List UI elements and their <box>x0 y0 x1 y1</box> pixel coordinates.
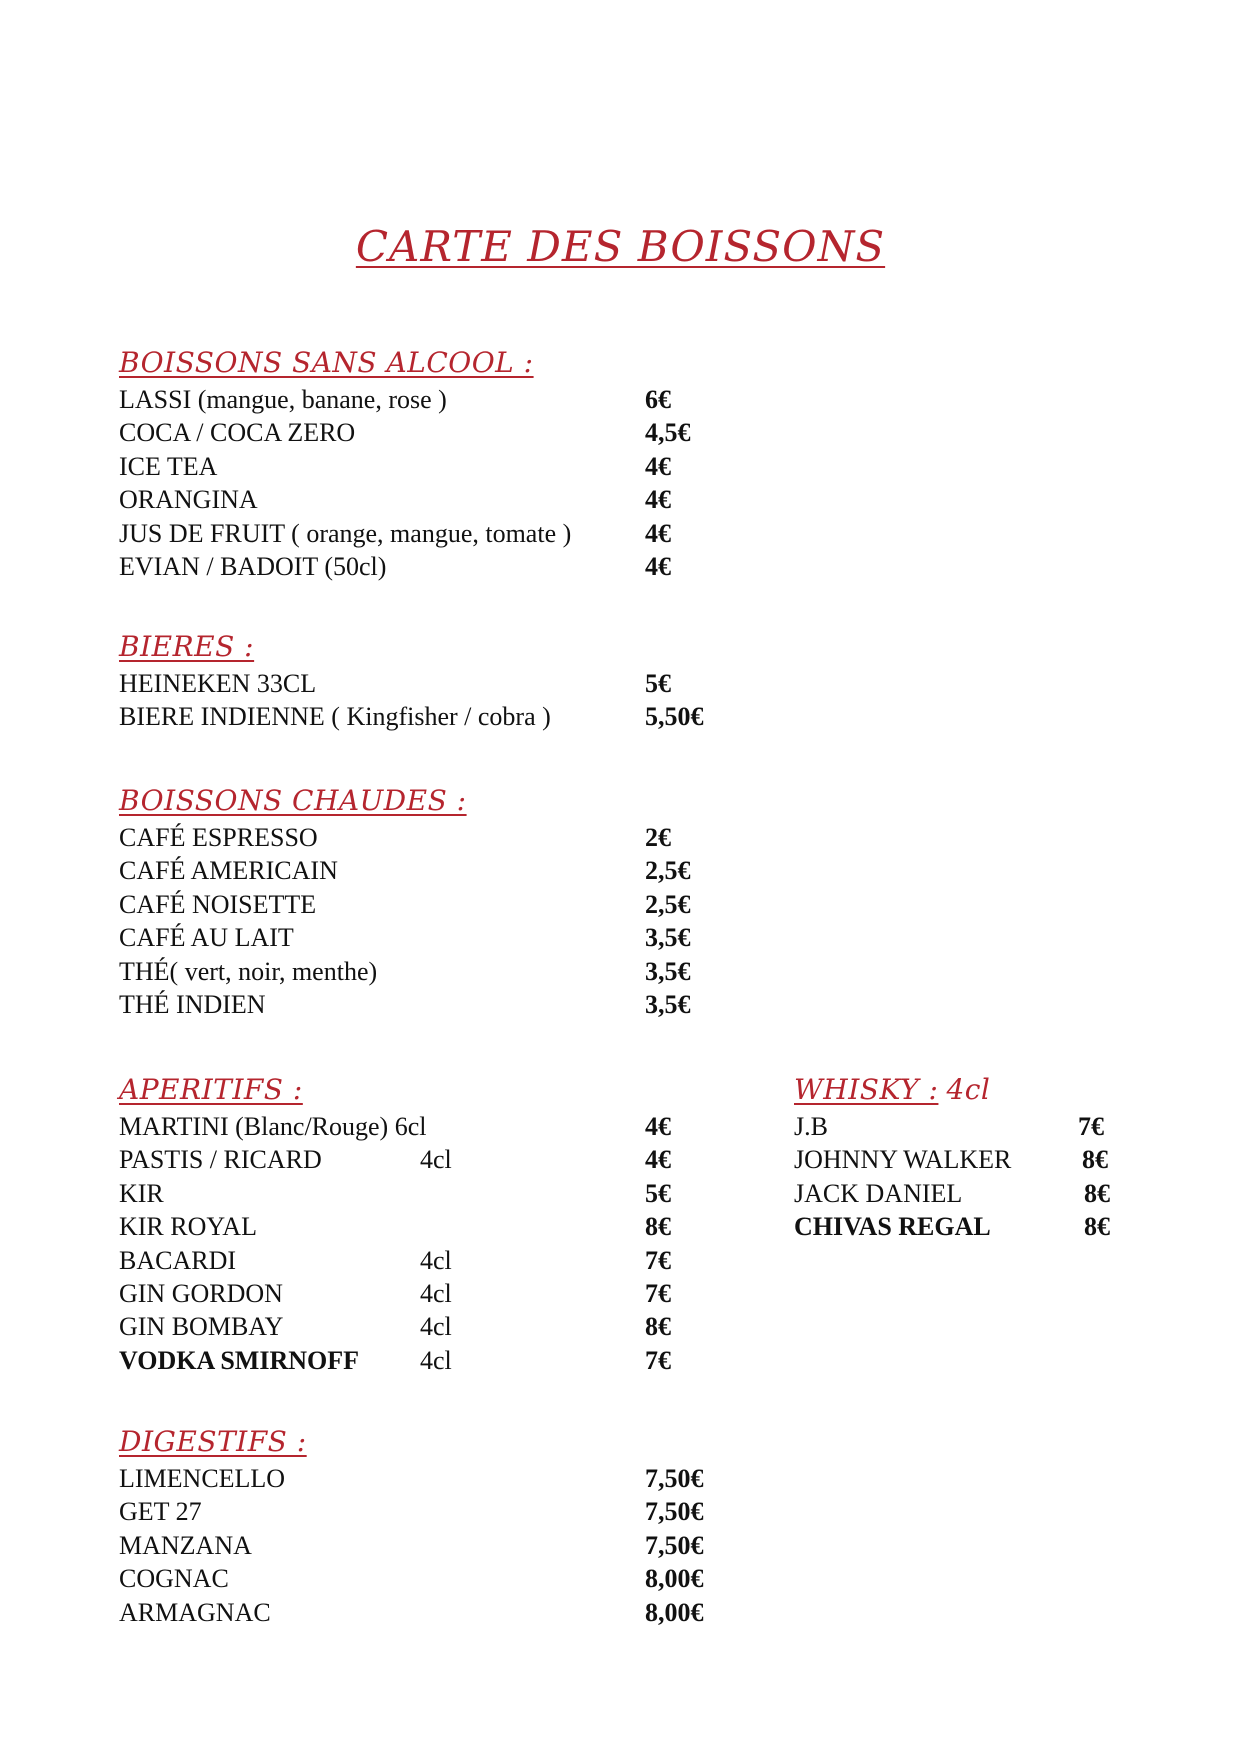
item-price: 3,5€ <box>645 989 691 1019</box>
section-heading: APERITIFS : <box>119 1073 303 1106</box>
item-name: COGNAC <box>119 1564 229 1594</box>
item-name: J.B <box>794 1112 828 1141</box>
item-price: 4,5€ <box>645 418 691 448</box>
item-price: 4€ <box>645 451 671 481</box>
item-price: 7€ <box>645 1245 671 1275</box>
item-name: KIR ROYAL <box>119 1212 257 1242</box>
section-heading: BOISSONS SANS ALCOOL : <box>119 346 534 379</box>
item-price: 5,50€ <box>645 702 704 732</box>
item-price: 2€ <box>645 823 671 852</box>
menu-item <box>794 1210 1110 1243</box>
section-heading <box>794 1070 990 1110</box>
menu-item <box>119 1244 671 1277</box>
menu-item <box>119 921 691 954</box>
section-heading: BOISSONS CHAUDES : <box>119 784 467 817</box>
menu-item <box>119 1143 671 1176</box>
menu-item <box>794 1110 1104 1143</box>
item-name: THÉ( vert, noir, menthe) <box>119 956 378 986</box>
item-name: CAFÉ ESPRESSO <box>119 823 318 852</box>
item-price: 7,50€ <box>645 1530 704 1560</box>
menu-item <box>119 888 691 921</box>
item-name: HEINEKEN 33CL <box>119 669 317 698</box>
item-name: COCA / COCA ZERO <box>119 418 356 448</box>
item-price: 4€ <box>645 1112 671 1141</box>
item-name: BACARDI <box>119 1245 237 1275</box>
menu-item <box>119 667 671 700</box>
item-price: 4€ <box>645 485 671 515</box>
menu-item <box>119 1562 704 1595</box>
item-name: CAFÉ AMERICAIN <box>119 856 338 886</box>
menu-item <box>119 1277 671 1310</box>
section-chaudes <box>119 781 691 1021</box>
section-whisky <box>794 1070 1110 1244</box>
item-name: JUS DE FRUIT ( orange, mangue, tomate ) <box>119 518 572 548</box>
item-name: CAFÉ NOISETTE <box>119 889 317 919</box>
item-price: 4€ <box>645 1145 671 1175</box>
item-price: 4€ <box>645 518 671 548</box>
item-price: 2,5€ <box>645 889 691 919</box>
item-name: VODKA SMIRNOFF <box>119 1345 359 1375</box>
menu-item <box>119 1529 704 1562</box>
item-price: 7€ <box>645 1345 671 1375</box>
item-name: ARMAGNAC <box>119 1597 271 1627</box>
menu-item <box>119 821 671 854</box>
menu-item <box>119 1596 704 1629</box>
menu-item <box>119 550 671 583</box>
item-name: BIERE INDIENNE ( Kingfisher / cobra ) <box>119 702 551 732</box>
section-heading: DIGESTIFS : <box>119 1425 307 1458</box>
item-price: 8€ <box>1082 1145 1108 1175</box>
heading-volume: 4cl <box>946 1073 991 1106</box>
menu-item <box>119 854 691 887</box>
item-price: 3,5€ <box>645 956 691 986</box>
item-volume: 4cl <box>420 1345 452 1375</box>
menu-item <box>119 955 691 988</box>
item-price: 8€ <box>1084 1178 1110 1208</box>
menu-item <box>119 1177 671 1210</box>
section-bieres <box>119 627 704 734</box>
item-volume: 4cl <box>420 1245 452 1275</box>
item-price: 7€ <box>645 1278 671 1308</box>
item-name: GIN GORDON <box>119 1278 283 1308</box>
item-name: LASSI (mangue, banane, rose ) <box>119 385 447 414</box>
item-name: LIMENCELLO <box>119 1464 286 1493</box>
menu-item <box>119 1310 671 1343</box>
menu-item <box>119 517 671 550</box>
item-name: THÉ INDIEN <box>119 989 266 1019</box>
item-name: ORANGINA <box>119 485 258 515</box>
item-name: CAFÉ AU LAIT <box>119 923 294 953</box>
menu-item <box>119 1344 671 1377</box>
section-digestifs <box>119 1422 704 1629</box>
item-name: JOHNNY WALKER <box>794 1145 1012 1175</box>
item-price: 8,00€ <box>645 1564 704 1594</box>
item-price: 8,00€ <box>645 1597 704 1627</box>
menu-item <box>119 1110 671 1143</box>
item-price: 3,5€ <box>645 923 691 953</box>
menu-item <box>119 416 691 449</box>
menu-item <box>119 1210 671 1243</box>
item-name: PASTIS / RICARD <box>119 1145 322 1175</box>
item-price: 2,5€ <box>645 856 691 886</box>
item-price: 5€ <box>645 1178 671 1208</box>
item-name: CHIVAS REGAL <box>794 1212 991 1242</box>
item-name: GET 27 <box>119 1497 202 1527</box>
menu-item <box>119 483 671 516</box>
menu-item <box>119 700 704 733</box>
section-sans-alcool <box>119 343 691 583</box>
item-price: 6€ <box>645 385 671 414</box>
item-name: KIR <box>119 1178 164 1208</box>
item-name: JACK DANIEL <box>794 1178 963 1208</box>
item-name: ICE TEA <box>119 451 218 481</box>
item-price: 7€ <box>1078 1112 1104 1141</box>
item-name: GIN BOMBAY <box>119 1312 284 1342</box>
menu-item <box>794 1177 1110 1210</box>
menu-title: CARTE DES BOISSONS <box>355 222 886 271</box>
menu-item <box>119 1462 704 1495</box>
menu-item <box>119 1495 704 1528</box>
item-name: MARTINI (Blanc/Rouge) 6cl <box>119 1112 427 1141</box>
menu-item <box>119 450 671 483</box>
menu-item <box>119 988 691 1021</box>
item-price: 7,50€ <box>645 1497 704 1527</box>
item-price: 8€ <box>645 1312 671 1342</box>
item-price: 4€ <box>645 551 671 581</box>
item-price: 5€ <box>645 669 671 698</box>
section-heading: BIERES : <box>119 630 255 663</box>
section-aperitifs <box>119 1070 671 1377</box>
item-volume: 4cl <box>420 1312 452 1342</box>
heading-label: WHISKY : <box>794 1073 939 1106</box>
item-name: MANZANA <box>119 1530 252 1560</box>
item-price: 8€ <box>1084 1212 1110 1242</box>
menu-item <box>794 1143 1108 1176</box>
item-price: 7,50€ <box>645 1464 704 1493</box>
item-volume: 4cl <box>420 1145 452 1175</box>
item-name: EVIAN / BADOIT (50cl) <box>119 551 387 581</box>
item-volume: 4cl <box>420 1278 452 1308</box>
item-price: 8€ <box>645 1212 671 1242</box>
menu-item <box>119 383 671 416</box>
